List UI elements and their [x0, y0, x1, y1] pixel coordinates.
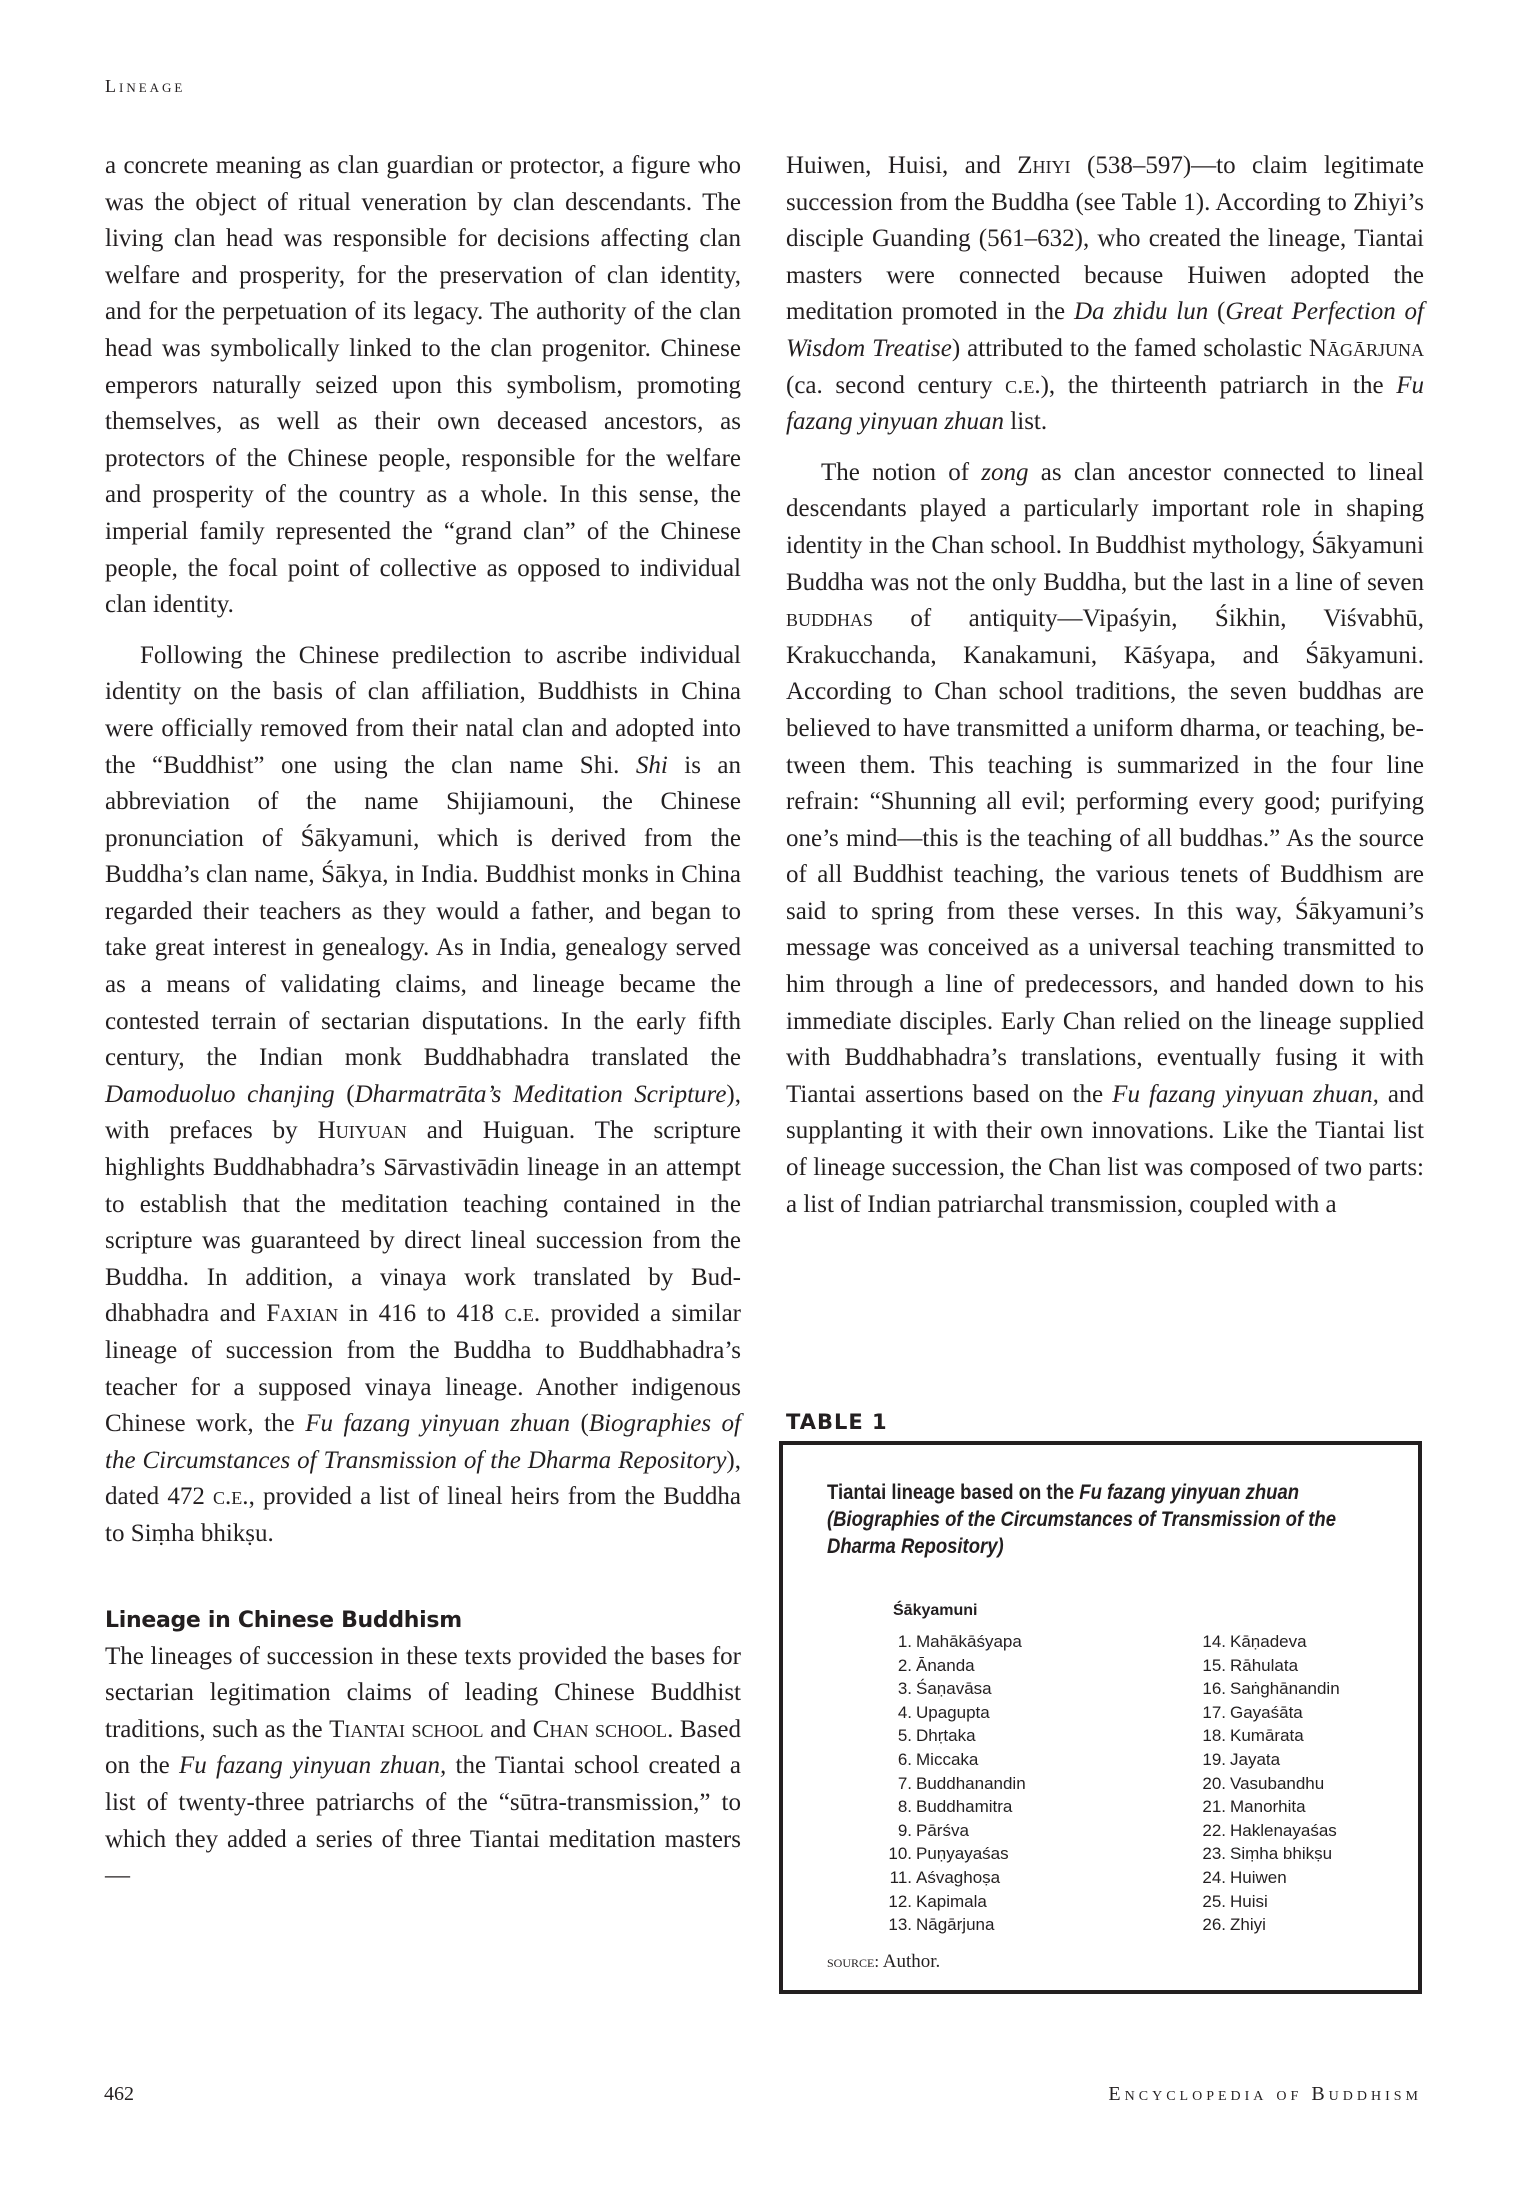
paragraph: The notion of zong as clan ancestor connected to lineal descendants played a particularly important role in shaping identity in the Chan school. In Buddhist mythology, Śākyamuni Buddha was not the only Buddha, but the last in a line of seven buddhas of antiquity—Vipaśyin, Śikhin, Viśvabhū, Krakucchanda, Kanakamuni, Kāśyapa, and Śākyamuni. According to Chan school traditions, the seven buddhas are believed to have transmitted a uniform dharma, or teaching, between them. This teaching is summarized in the four line refrain: “Shunning all evil; performing every good; purifying one’s mind—this is the teaching of all buddhas.” As the source of all Buddhist teaching, the various tenets of Buddhism are said to spring from these verses. In this way, Śākyamuni’s message was conceived as a universal teaching transmitted to him through a line of predecessors, and handed down to his immediate disciples. Early Chan relied on the lineage supplied with Buddhabhadra’s translations, eventually fusing it with Tiantai assertions based on the Fu fazang yinyuan zhuan, and supplanting it with their own innovations. Like the Tiantai list of lineage succession, the Chan list was composed of two parts: a list of Indian patriarchal transmission, coupled with a: [786, 458, 1424, 1218]
patriarch-list-item: [1198, 1724, 1340, 1748]
patriarch-list-item: [884, 1772, 1026, 1796]
table-root-entry: Śākyamuni: [893, 1602, 978, 1619]
patriarch-name: Jayata: [1230, 1749, 1281, 1769]
patriarch-number: 9.: [897, 1820, 912, 1840]
patriarch-name: Dhṛtaka: [916, 1726, 976, 1746]
patriarch-name: Mahākāśyapa: [916, 1632, 1022, 1651]
patriarch-number: 6.: [897, 1749, 912, 1769]
cross-reference-link[interactable]: buddhas: [786, 605, 874, 633]
patriarch-name: Kāṇadeva: [1230, 1632, 1307, 1651]
patriarch-number: 26.: [1202, 1915, 1226, 1935]
book-title: Encyclopedia of Buddhism: [1108, 2083, 1422, 2105]
patriarch-name: Miccaka: [916, 1749, 979, 1769]
patriarch-number: 8.: [897, 1797, 912, 1817]
patriarch-name: Huisi: [1230, 1891, 1268, 1911]
patriarch-list-item: [884, 1654, 1026, 1678]
paragraph: The lineages of succession in these texts provided the bases for sectarian legitimation claims of leading Chinese Buddhist traditions, such as the Tiantai school and Chan school. Based on the Fu fazang yinyuan zhuan, the Tiantai school created a list of twenty-three patriarchs of the “sūtra-transmission,” to which they added a series of three Tiantai meditation masters—: [105, 1642, 741, 1890]
patriarch-number: 19.: [1202, 1749, 1226, 1769]
patriarch-name: Puṇyayaśas: [916, 1844, 1009, 1864]
patriarch-list-item: [884, 1842, 1026, 1866]
patriarch-list-item: [884, 1677, 1026, 1701]
patriarch-name: Manorhita: [1230, 1797, 1306, 1817]
patriarch-name: Huiwen: [1230, 1867, 1287, 1887]
patriarch-name: Gayaśāta: [1230, 1702, 1303, 1722]
patriarch-list-item: [884, 1795, 1026, 1819]
patriarch-list-item: [1198, 1819, 1340, 1843]
patriarch-name: Kumārata: [1230, 1726, 1304, 1746]
cross-reference-link[interactable]: Nāgārjuna: [1308, 334, 1424, 362]
table-source: source: Author.: [827, 1951, 941, 1972]
patriarch-list-item: [884, 1819, 1026, 1843]
patriarch-name: Śaṇavāsa: [916, 1679, 992, 1699]
patriarch-list-item: [884, 1890, 1026, 1914]
patriarch-number: 13.: [888, 1915, 912, 1935]
patriarch-list-item: [1198, 1772, 1340, 1796]
patriarch-number: 17.: [1202, 1702, 1226, 1722]
patriarch-name: Aśvaghoṣa: [916, 1867, 1001, 1887]
left-column: [105, 148, 741, 1895]
patriarch-number: 5.: [897, 1726, 912, 1746]
cross-reference-link[interactable]: Chan school: [532, 1715, 668, 1743]
patriarch-list-item: [1198, 1701, 1340, 1725]
patriarch-number: 7.: [897, 1773, 912, 1793]
patriarch-name: Zhiyi: [1230, 1915, 1266, 1935]
patriarch-list-right: [1198, 1630, 1340, 1937]
patriarch-number: 3.: [897, 1679, 912, 1699]
patriarch-list-item: [1198, 1913, 1340, 1937]
patriarch-list-item: [1198, 1842, 1340, 1866]
cross-reference-link[interactable]: Tiantai school: [329, 1715, 484, 1743]
patriarch-name: Nāgārjuna: [916, 1915, 995, 1935]
lineage-table: [779, 1441, 1422, 1994]
patriarch-number: 11.: [889, 1867, 912, 1887]
patriarch-name: Pārśva: [916, 1820, 969, 1840]
patriarch-number: 18.: [1202, 1726, 1226, 1746]
patriarch-number: 24.: [1202, 1867, 1226, 1887]
patriarch-list-item: [1198, 1795, 1340, 1819]
patriarch-number: 20.: [1202, 1773, 1226, 1793]
patriarch-number: 23.: [1202, 1844, 1226, 1864]
patriarch-number: 12.: [888, 1891, 912, 1911]
patriarch-list-left: [884, 1630, 1026, 1937]
patriarch-number: 25.: [1202, 1891, 1226, 1911]
patriarch-name: Ānanda: [916, 1655, 975, 1675]
cross-reference-link[interactable]: Faxian: [266, 1300, 339, 1328]
paragraph: Huiwen, Huisi, and Zhiyi (538–597)—to claim legitimate succession from the Buddha (see Table 1). According to Zhiyi’s disciple Guanding (561–632), who created the lineage, Tiantai masters were connected because Huiwen adopted the meditation promoted in the Da zhidu lun (Great Perfection of Wisdom Treatise) attributed to the famed scholastic Nāgārjuna (ca. second century c.e.), the thirteenth patriarch in the Fu fazang yinyuan zhuan list.: [786, 152, 1424, 436]
cross-reference-link[interactable]: Huiyuan: [317, 1117, 407, 1145]
table-label: TABLE 1: [786, 1410, 888, 1434]
patriarch-name: Siṃha bhikṣu: [1230, 1844, 1333, 1864]
patriarch-number: 22.: [1202, 1820, 1226, 1840]
patriarch-number: 1.: [897, 1632, 912, 1651]
patriarch-name: Upagupta: [916, 1702, 990, 1722]
patriarch-list-item: [884, 1701, 1026, 1725]
paragraph: a concrete meaning as clan guardian or protector, a figure who was the object of ritual veneration by clan descendants. The living clan head was responsible for decisions affecting clan welfare and prosperity, for the preservation of clan identity, and for the perpetuation of its legacy. The authority of the clan head was symbolically linked to the clan progenitor. Chinese emperors naturally seized upon this symbolism, promoting themselves, as well as their own deceased ancestors, as protectors of the Chinese people, responsible for the welfare and prosperity of the country as a whole. In this sense, the imperial family represented the “grand clan” of the Chinese people, the focal point of collective as opposed to individual clan identity.: [105, 152, 741, 619]
patriarch-number: 4.: [897, 1702, 912, 1722]
patriarch-name: Buddhamitra: [916, 1797, 1013, 1817]
patriarch-name: Buddhanandin: [916, 1773, 1026, 1793]
patriarch-number: 2.: [897, 1655, 912, 1675]
patriarch-name: Saṅghānandin: [1230, 1679, 1340, 1699]
patriarch-number: 14.: [1202, 1632, 1226, 1651]
patriarch-number: 10.: [888, 1844, 912, 1864]
patriarch-list-item: [1198, 1677, 1340, 1701]
patriarch-list-item: [884, 1724, 1026, 1748]
patriarch-name: Rāhulata: [1230, 1655, 1299, 1675]
patriarch-list-item: [1198, 1748, 1340, 1772]
cross-reference-link[interactable]: Zhiyi: [1017, 152, 1071, 179]
right-column: [786, 148, 1424, 1223]
patriarch-name: Kapimala: [916, 1891, 987, 1911]
patriarch-name: Vasubandhu: [1230, 1773, 1325, 1793]
patriarch-number: 15.: [1202, 1655, 1226, 1675]
section-heading: Lineage in Chinese Buddhism: [105, 1607, 462, 1633]
page-number: 462: [104, 2083, 134, 2105]
patriarch-list-item: [884, 1630, 1026, 1654]
patriarch-list-item: [1198, 1866, 1340, 1890]
patriarch-list-item: [1198, 1890, 1340, 1914]
patriarch-name: Haklenayaśas: [1230, 1820, 1337, 1840]
table-caption: Tiantai lineage based on the Fu fazang yinyuan zhuan (Biographies of the Circumstances of Transmission of the Dharma Repository): [827, 1481, 1336, 1558]
patriarch-number: 16.: [1202, 1679, 1226, 1699]
patriarch-list-item: [884, 1913, 1026, 1937]
patriarch-list-item: [1198, 1630, 1340, 1654]
running-head: Lineage: [105, 76, 186, 96]
patriarch-list-item: [884, 1748, 1026, 1772]
patriarch-list-item: [884, 1866, 1026, 1890]
patriarch-list-item: [1198, 1654, 1340, 1678]
paragraph: Following the Chinese predilection to ascribe individual identity on the basis of clan affiliation, Buddhists in China were officially removed from their natal clan and adopted into the “Buddhist” one using the clan name Shi. Shi is an abbreviation of the name Shijiamouni, the Chinese pronunciation of Śākyamuni, which is derived from the Buddha’s clan name, Śākya, in India. Buddhist monks in China regarded their teachers as they would a father, and began to take great interest in genealogy. As in India, genealogy served as a means of validating claims, and lineage became the contested terrain of sectarian disputations. In the early fifth century, the Indian monk Buddhabhadra translated the Damoduoluo chanjing (Dharmatrāta’s Meditation Scripture), with prefaces by Huiyuan and Huiguan. The scripture highlights Buddhabhadra’s Sārvastivādin lineage in an attempt to establish that the meditation teaching contained in the scripture was guaranteed by direct lineal succession from the Buddha. In addition, a vinaya work translated by Buddhabhadra and Faxian in 416 to 418 c.e. provided a similar lineage of succession from the Buddha to Buddhabhadra’s teacher for a supposed vinaya lineage. Another indigenous Chinese work, the Fu fazang yinyuan zhuan (Biographies of the Circumstances of Transmission of the Dharma Repository), dated 472 c.e., provided a list of lineal heirs from the Buddha to Siṃha bhikṣu.: [105, 641, 742, 1547]
patriarch-number: 21.: [1202, 1797, 1226, 1817]
